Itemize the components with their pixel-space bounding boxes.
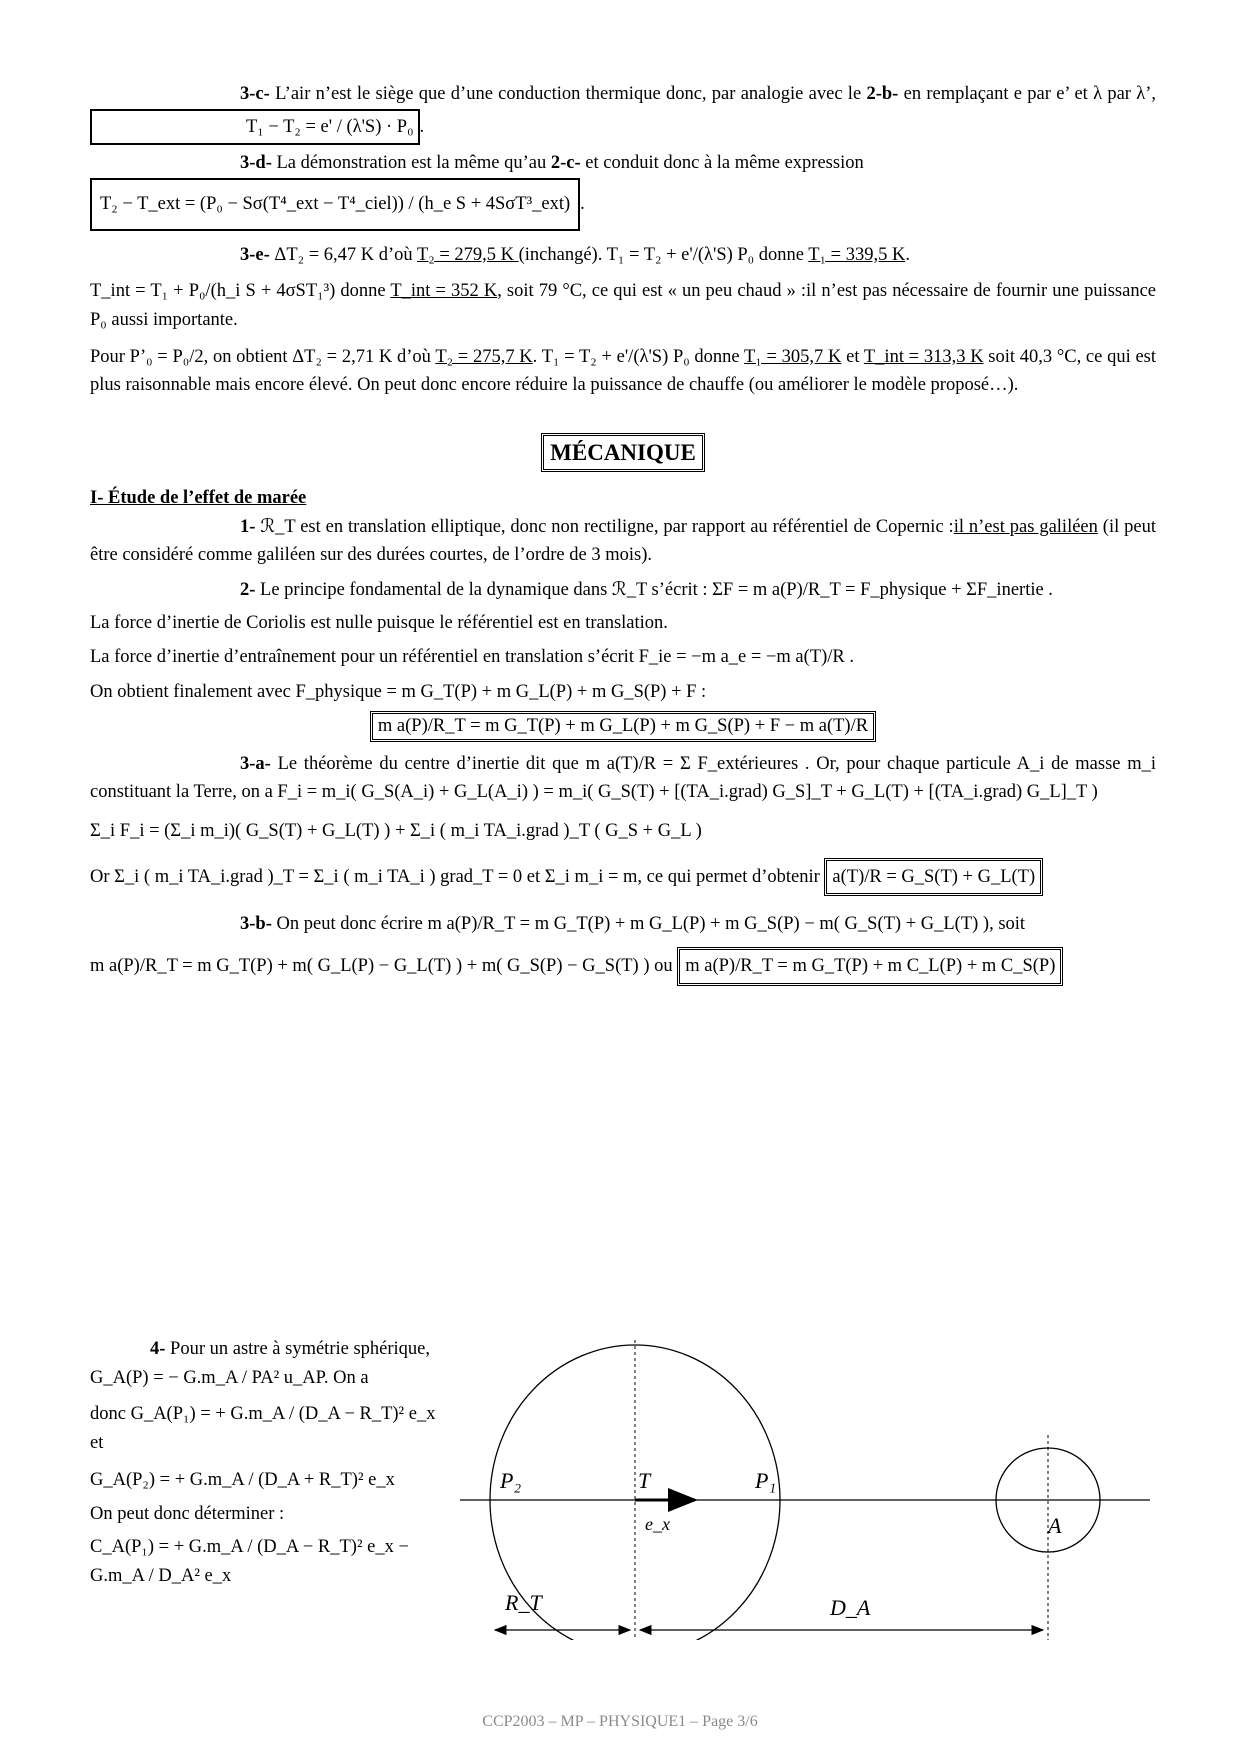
formula-q4-p1: donc G_A(P₁) = + G.m_A / (D_A − R_T)² e_x et	[90, 1404, 436, 1454]
paragraph-q4-determiner: On peut donc déterminer :	[90, 1504, 285, 1525]
section-title: MÉCANIQUE	[90, 440, 1156, 466]
formula-3c: T₁ − T₂ = e' / (λ'S) · P₀	[90, 109, 420, 146]
label-da: D_A	[830, 1595, 871, 1620]
paragraph-q1: 1- ℛ_T est en translation elliptique, donc non rectiligne, par rapport au référentiel de Copernic :il n’est pas galiléen (il peut être considéré comme galiléen sur des durées courtes, de l’ordre de 3 mois).	[90, 516, 1156, 566]
paragraph-q3b: 3-b- On peut donc écrire m a(P)/R_T = m G_T(P) + m G_L(P) + m G_S(P) − m( G_S(T) + G_L(T) ), soit	[240, 914, 1026, 935]
label-p1: P₁	[755, 1468, 777, 1493]
label-t: T	[638, 1468, 651, 1493]
paragraph-3e-tint: T_int = T₁ + P₀/(h_i S + 4σST₁³) donne T_int = 352 K, soit 79 °C, ce qui est « un peu chaud » :il n’est pas nécessaire de fournir une puissance P₀ aussi importante.	[90, 281, 1156, 331]
label-p2: P₂	[500, 1468, 522, 1493]
formula-3d: T₂ − T_ext = (P₀ − Sσ(T⁴_ext − T⁴_ciel)) / (h_e S + 4SσT³_ext)	[90, 178, 580, 231]
formula-q3b: m a(P)/R_T = m G_T(P) + m C_L(P) + m C_S(P)	[677, 947, 1063, 986]
paragraph-3e-pour: Pour P’₀ = P₀/2, on obtient ΔT₂ = 2,71 K d’où T₂ = 275,7 K. T₁ = T₂ + e'/(λ'S) P₀ donne T₁ = 305,7 K et T_int = 313,3 K soit 40,3 °C, ce qui est plus raisonnable mais encore élevé. On peut donc encore réduire la puissance de chauffe (ou améliorer le modèle proposé…).	[90, 346, 1157, 396]
formula-q2: m a(P)/R_T = m G_T(P) + m G_L(P) + m G_S(P) + F − m a(T)/R	[370, 711, 876, 742]
paragraph-q3a: 3-a- Le théorème du centre d’inertie dit que m a(T)/R = Σ F_extérieures . Or, pour chaque particule A_i de masse m_i constituant la Terre, on a F_i = m_i( G_S(A_i) + G_L(A_i) ) = m_i( G_S(T) + [(TA_i.grad) G_S]_T + G_L(T) + [(TA_i.grad) G_L]_T )	[90, 753, 1156, 803]
formula-3d-line: T₂ − T_ext = (P₀ − Sσ(T⁴_ext − T⁴_ciel)) / (h_e S + 4SσT³_ext) .	[90, 178, 1156, 231]
label-a: A	[1048, 1513, 1062, 1538]
question-4-column	[90, 1335, 450, 1590]
paragraph-q4: 4- Pour un astre à symétrie sphérique, G_A(P) = − G.m_A / PA² u_AP. On a	[90, 1339, 431, 1388]
page-footer: CCP2003 – MP – PHYSIQUE1 – Page 3/6	[482, 1713, 758, 1730]
paragraph-3e: 3-e- ΔT₂ = 6,47 K d’où T₂ = 279,5 K (inchangé). T₁ = T₂ + e'/(λ'S) P₀ donne T₁ = 339,5 K.	[240, 244, 910, 265]
formula-q3b-line: m a(P)/R_T = m G_T(P) + m( G_L(P) − G_L(T) ) + m( G_S(P) − G_S(T) ) ou m a(P)/R_T = m G_T(P) + m C_L(P) + m C_S(P)	[90, 947, 1156, 986]
paragraph-q2-coriolis: La force d’inertie de Coriolis est nulle puisque le référentiel est en translation.	[90, 612, 668, 633]
paragraph-q2-final: On obtient finalement avec F_physique = m G_T(P) + m G_L(P) + m G_S(P) + F :	[90, 682, 707, 703]
formula-q3a: a(T)/R = G_S(T) + G_L(T)	[824, 858, 1043, 897]
paragraph-3c: 3-c- L’air n’est le siège que d’une conduction thermique donc, par analogie avec le 2-b- en remplaçant e par e’ et λ par λ’, T₁ − T₂ = e' / (λ'S) · P₀ .	[90, 80, 1156, 145]
paragraph-q2: 2- Le principe fondamental de la dynamique dans ℛ_T s’écrit : ΣF = m a(P)/R_T = F_physique + ΣF_inertie .	[240, 580, 1053, 601]
label-3c: 3-c-	[240, 84, 270, 104]
formula-q4-c: C_A(P₁) = + G.m_A / (D_A − R_T)² e_x − G.m_A / D_A² e_x	[90, 1537, 409, 1586]
part-title: I- Étude de l’effet de marée	[90, 488, 307, 509]
page-content	[90, 80, 1156, 986]
label-rt: R_T	[505, 1590, 542, 1615]
formula-q3a-sum: Σ_i F_i = (Σ_i m_i)( G_S(T) + G_L(T) ) + Σ_i ( m_i TA_i.grad )_T ( G_S + G_L )	[90, 821, 702, 842]
label-ex: e_x	[645, 1514, 670, 1534]
paragraph-3d: 3-d- La démonstration est la même qu’au 2-c- et conduit donc à la même expression	[240, 153, 864, 174]
paragraph-q2-entrainement: La force d’inertie d’entraînement pour un référentiel en translation s’écrit F_ie = −m a_e = −m a(T)/R .	[90, 647, 854, 668]
formula-q2-line	[90, 711, 1156, 742]
formula-q4-p2: G_A(P₂) = + G.m_A / (D_A + R_T)² e_x	[90, 1469, 395, 1490]
paragraph-q3a-or: Or Σ_i ( m_i TA_i.grad )_T = Σ_i ( m_i TA_i ) grad_T = 0 et Σ_i m_i = m, ce qui permet d’obtenir a(T)/R = G_S(T) + G_L(T)	[90, 858, 1156, 897]
tidal-diagram	[460, 1340, 1160, 1640]
